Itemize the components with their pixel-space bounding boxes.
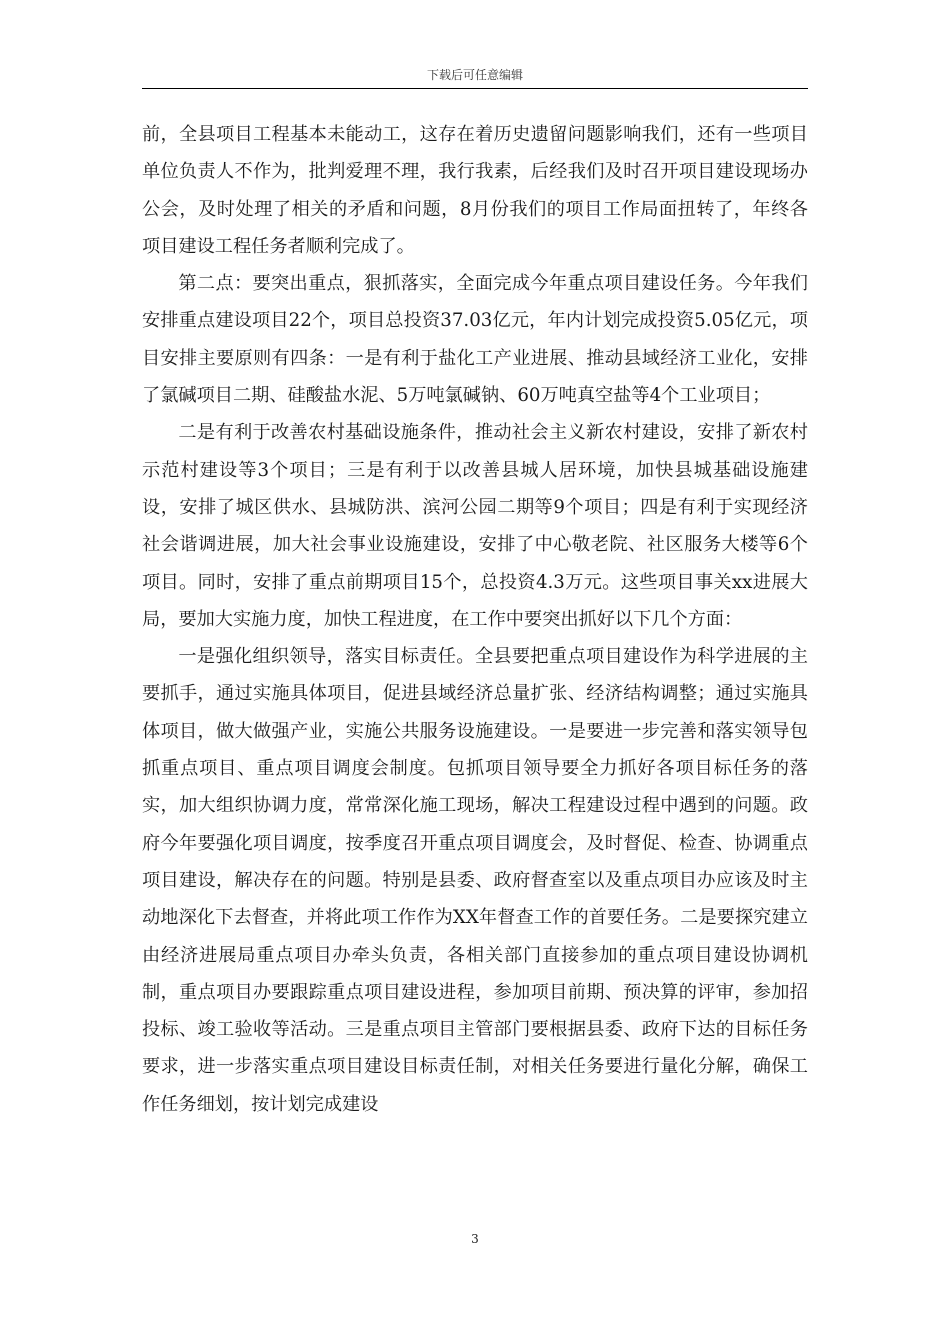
- paragraph-2: 第二点：要突出重点，狠抓落实，全面完成今年重点项目建设任务。今年我们安排重点建设项目22个，项目总投资37.03亿元，年内计划完成投资5.05亿元，项目安排主要原则有四条：一是有利于盐化工产业进展、推动县域经济工业化，安排了氯碱项目二期、硅酸盐水泥、5万吨氯碱钠、60万吨真空盐等4个工业项目；: [142, 273, 808, 407]
- header-rule: [142, 88, 808, 89]
- paragraph-4: 一是强化组织领导，落实目标责任。全县要把重点项目建设作为科学进展的主要抓手，通过实施具体项目，促进县域经济总量扩张、经济结构调整；通过实施具体项目，做大做强产业，实施公共服务设施建设。一是要进一步完善和落实领导包抓重点项目、重点项目调度会制度。包抓项目领导要全力抓好各项目标任务的落实，加大组织协调力度，常常深化施工现场，解决工程建设过程中遇到的问题。政府今年要强化项目调度，按季度召开重点项目调度会，及时督促、检查、协调重点项目建设，解决存在的问题。特别是县委、政府督查室以及重点项目办应该及时主动地深化下去督查，并将此项工作作为XX年督查工作的首要任务。二是要探究建立由经济进展局重点项目办牵头负责，各相关部门直接参加的重点项目建设协调机制，重点项目办要跟踪重点项目建设进程，参加项目前期、预决算的评审，参加招投标、竣工验收等活动。三是重点项目主管部门要根据县委、政府下达的目标任务要求，进一步落实重点项目建设目标责任制，对相关任务要进行量化分解，确保工作任务细划，按计划完成建设: [142, 646, 808, 1115]
- page-number: 3: [471, 1232, 479, 1246]
- document-body: [142, 116, 808, 1123]
- paragraph-3: 二是有利于改善农村基础设施条件，推动社会主义新农村建设，安排了新农村示范村建设等3个项目；三是有利于以改善县城人居环境，加快县城基础设施建设，安排了城区供水、县城防洪、滨河公园二期等9个项目；四是有利于实现经济社会谐调进展，加大社会事业设施建设，安排了中心敬老院、社区服务大楼等6个项目。同时，安排了重点前期项目15个，总投资4.3万元。这些项目事关xx进展大局，要加大实施力度，加快工程进度，在工作中要突出抓好以下几个方面：: [142, 422, 808, 630]
- page-header: 下载后可任意编辑: [426, 68, 523, 82]
- paragraph-1: 前，全县项目工程基本未能动工，这存在着历史遗留问题影响我们，还有一些项目单位负责人不作为，批判爱理不理，我行我素，后经我们及时召开项目建设现场办公会，及时处理了相关的矛盾和问题，8月份我们的项目工作局面扭转了，年终各项目建设工程任务者顺利完成了。: [142, 124, 808, 257]
